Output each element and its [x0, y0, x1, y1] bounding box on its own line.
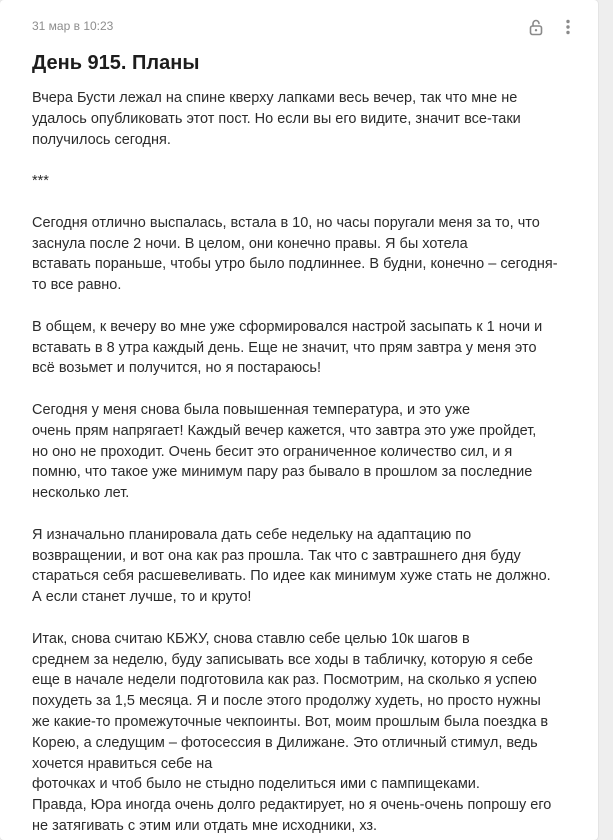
- post-text-line: Правда, Юра иногда очень долго редактирует, но я очень-очень попрошу его: [32, 797, 552, 814]
- post-text-line: Корею, а следущим – фотосессия в Дилижане. Это отличный стимул, ведь: [32, 734, 538, 751]
- blank-line: [32, 608, 577, 629]
- post-text-line: ***: [32, 173, 49, 190]
- post-text-line: Итак, снова считаю КБЖУ, снова ставлю себе целью 10к шагов в: [32, 630, 470, 647]
- post-text-line: вставать пораньше, чтобы утро было подлиннее. В будни, конечно – сегодня-: [32, 256, 558, 273]
- post-text-line: фоточках и чтоб было не стыдно поделиться ими с пампищеками.: [32, 776, 480, 793]
- post-text-line: еще в начале недели подготовила как раз. Посмотрим, на сколько я успею: [32, 672, 537, 689]
- post-text-line: В общем, к вечеру во мне уже сформировался настрой засыпать к 1 ночи и: [32, 318, 543, 335]
- post-title: День 915. Планы: [32, 52, 200, 74]
- more-options-button[interactable]: [558, 17, 578, 37]
- post-text-line: заснула после 2 ночи. В целом, они конечно правы. Я бы хотела: [32, 235, 468, 252]
- lock-icon[interactable]: [526, 17, 546, 37]
- post-text-line: стараться себя расшевеливать. По идее как минимум хуже стать не должно.: [32, 568, 551, 585]
- blank-line: [32, 192, 577, 213]
- post-text-line: хочется нравиться себе на: [32, 755, 213, 772]
- more-vertical-icon: [558, 17, 578, 37]
- post-text-line: помню, что такое уже минимум пару раз бывало в прошлом за последние: [32, 464, 533, 481]
- post-text-line: Сегодня отлично выспалась, встала в 10, но часы поругали меня за то, что: [32, 214, 540, 231]
- blank-line: [32, 150, 577, 171]
- post-text-line: не затягивать с этим или отдать мне исходники, хз.: [32, 817, 378, 834]
- post-text-line: несколько лет.: [32, 485, 130, 502]
- post-text-line: удалось опубликовать этот пост. Но если вы его видите, значит все-таки: [32, 110, 521, 127]
- post-text-line: всё возьмет и получится, но я постараюсь!: [32, 360, 322, 377]
- post-text-line: похудеть за 1,5 месяца. Я и после этого продолжу худеть, но просто нужны: [32, 693, 541, 710]
- post-text-line: Сегодня у меня снова была повышенная температура, и это уже: [32, 401, 471, 418]
- post-text-line: среднем за неделю, буду записывать все ходы в табличку, которую я себе: [32, 651, 533, 668]
- post-text-line: то все равно.: [32, 277, 122, 294]
- blank-line: [32, 296, 577, 317]
- post-date: 31 мар в 10:23: [32, 19, 114, 33]
- post-text-line: Вчера Бусти лежал на спине кверху лапками весь вечер, так что мне не: [32, 90, 518, 106]
- post-text-line: очень прям напрягает! Каждый вечер кажется, что завтра это уже пройдет,: [32, 422, 537, 439]
- post-text-line: но оно не проходит. Очень бесит это ограниченное количество сил, и я: [32, 443, 513, 460]
- post-body: [32, 88, 577, 837]
- post-text-line: вставать в 8 утра каждый день. Еще не значит, что прям завтра у меня это: [32, 339, 537, 356]
- post-text-line: Я изначально планировала дать себе недельку на адаптацию по: [32, 526, 472, 543]
- post-text-line: получилось сегодня.: [32, 131, 171, 148]
- blank-line: [32, 379, 577, 400]
- post-text-line: А если станет лучше, то и круто!: [32, 589, 252, 606]
- post-text-line: возвращении, и вот она как раз прошла. Так что с завтрашнего дня буду: [32, 547, 521, 564]
- post-text-line: же какие-то промежуточные чекпоинты. Вот, моим прошлым была поездка в: [32, 713, 549, 730]
- blank-line: [32, 504, 577, 525]
